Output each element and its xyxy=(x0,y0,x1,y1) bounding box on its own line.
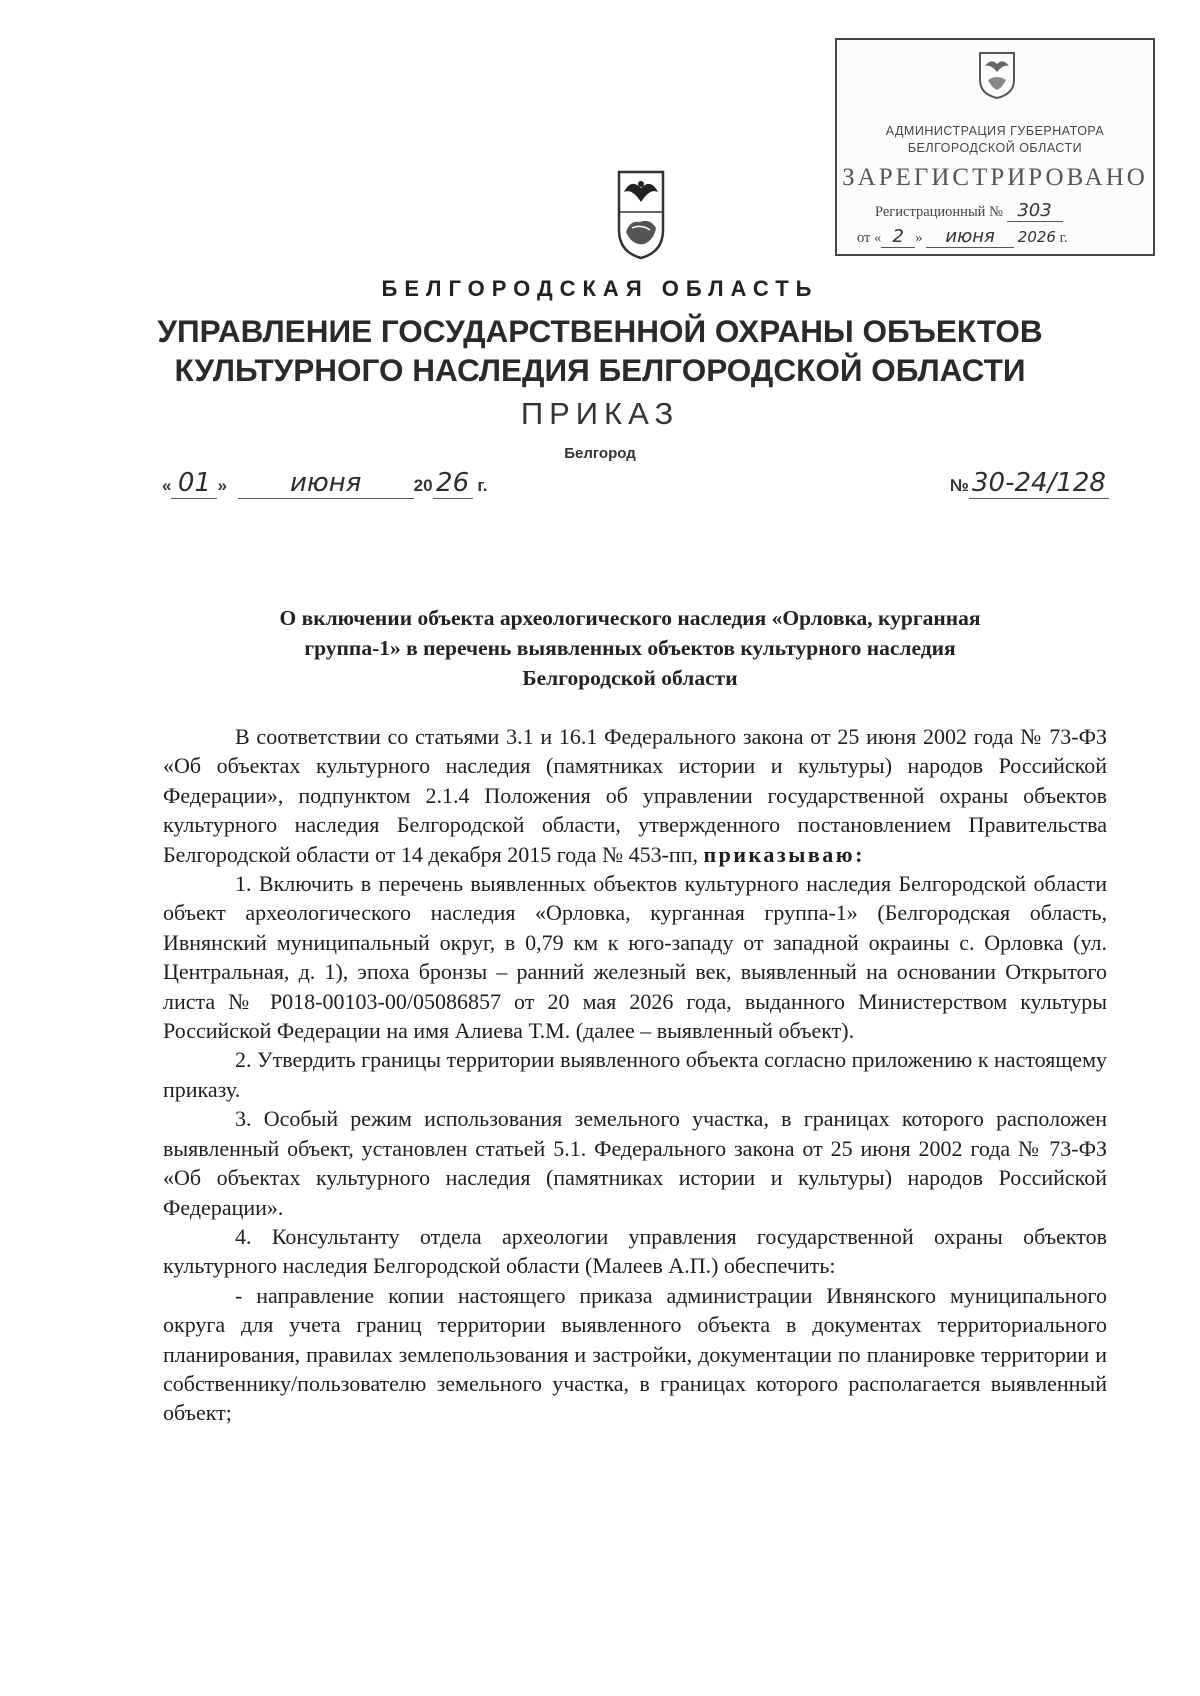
item-2: 2. Утвердить границы территории выявленного объекта согласно приложению к настоящему приказу. xyxy=(163,1047,1107,1102)
item-4-dash-1: - направление копии настоящего приказа администрации Ивнянского муниципального округа для учета границ территории выявленного объекта в документах территориального планирования, правилах землепользования и застройки, документации по планировке территории и собственнику/пользователю земельного участка, в границах которого располагается выявленный объект; xyxy=(163,1282,1107,1426)
stamp-status: ЗАРЕГИСТРИРОВАНО xyxy=(842,164,1148,191)
order-date-year-suffix: 26 xyxy=(433,468,473,499)
order-body xyxy=(163,722,1107,1428)
coat-of-arms-icon xyxy=(977,50,1017,100)
order-word: приказываю: xyxy=(703,841,865,867)
item-3: 3. Особый режим использования земельного участка, в границах которого расположен выявленный объект, установлен статьей 5.1. Федерального закона от 25 июня 2002 года № 73-ФЗ «Об объектах культурного наследия (памятниках истории и культуры) народов Российской Федерации». xyxy=(163,1106,1107,1220)
order-date-close-quote: » xyxy=(217,476,227,495)
order-date xyxy=(162,468,487,499)
document-type: ПРИКАЗ xyxy=(520,396,680,431)
order-date-month: июня xyxy=(238,468,414,499)
stamp-date-line xyxy=(857,226,1068,248)
stamp-reg-line xyxy=(857,200,1063,222)
order-number-value: 30-24/128 xyxy=(969,468,1109,499)
stamp-date-day: 2 xyxy=(881,226,915,248)
order-date-open-quote: « xyxy=(162,476,172,495)
item-4: 4. Консультанту отдела археологии управления государственной охраны объектов культурного наследия Белгородской области (Малеев А.П.) обеспечить: xyxy=(163,1223,1107,1279)
stamp-date-mid: » xyxy=(915,230,923,246)
region-heading: БЕЛГОРОДСКАЯ ОБЛАСТЬ xyxy=(381,276,819,301)
order-title-line1: О включении объекта археологического наследия «Орловка, курганная xyxy=(279,606,981,630)
order-date-year-mark: г. xyxy=(477,476,488,495)
city-name: Белгород xyxy=(564,445,636,462)
preamble-paragraph xyxy=(163,722,1107,869)
department-heading-line1: УПРАВЛЕНИЕ ГОСУДАРСТВЕННОЙ ОХРАНЫ ОБЪЕКТОВ xyxy=(157,313,1043,349)
order-date-day: 01 xyxy=(171,468,217,499)
registration-stamp xyxy=(835,38,1155,256)
order-title-line3: Белгородской области xyxy=(522,666,738,690)
stamp-reg-label: Регистрационный № xyxy=(875,204,1003,220)
stamp-reg-number: 303 xyxy=(1007,200,1063,222)
item-1: 1. Включить в перечень выявленных объектов культурного наследия Белгородской области объект археологического наследия «Орловка, курганная группа-1» (Белгородская область, Ивнянский муниципальный округ, в 0,79 км к юго-западу от западной окраины с. Орловка (ул. Центральная, д. 1), эпоха бронзы – ранний железный век, выявленный на основании Открытого листа № Р018-00103-00/05086857 от 20 мая 2026 года, выданного Министерством культуры Российской Федерации на имя Алиева Т.М. (далее – выявленный объект). xyxy=(163,871,1107,1044)
order-number-label: № xyxy=(950,476,969,495)
order-date-year-prefix: 20 xyxy=(413,476,433,495)
department-heading-line2: КУЛЬТУРНОГО НАСЛЕДИЯ БЕЛГОРОДСКОЙ ОБЛАСТИ xyxy=(174,352,1026,388)
stamp-date-suffix: г. xyxy=(1059,230,1068,246)
stamp-date-month: июня xyxy=(926,226,1014,248)
order-number xyxy=(950,468,1109,499)
order-title xyxy=(150,603,1110,693)
stamp-date-prefix: от « xyxy=(857,230,882,246)
stamp-date-year: 2026 xyxy=(1017,228,1056,246)
preamble-text: В соответствии со статьями 3.1 и 16.1 Федерального закона от 25 июня 2002 года № 73-ФЗ «Об объектах культурного наследия (памятниках истории и культуры) народов Российской Федерации», подпунктом 2.1.4 Положения об управлении государственной охраны объектов культурного наследия Белгородской области, утвержденного постановлением Правительства Белгородской области от 14 декабря 2015 года № 453-пп, xyxy=(163,724,1107,867)
stamp-org-line2: БЕЛГОРОДСКОЙ ОБЛАСТИ xyxy=(907,141,1083,155)
stamp-org-line1: АДМИНИСТРАЦИЯ ГУБЕРНАТОРА xyxy=(885,124,1105,138)
order-title-line2: группа-1» в перечень выявленных объектов культурного наследия xyxy=(304,636,956,660)
coat-of-arms-icon xyxy=(616,168,666,260)
